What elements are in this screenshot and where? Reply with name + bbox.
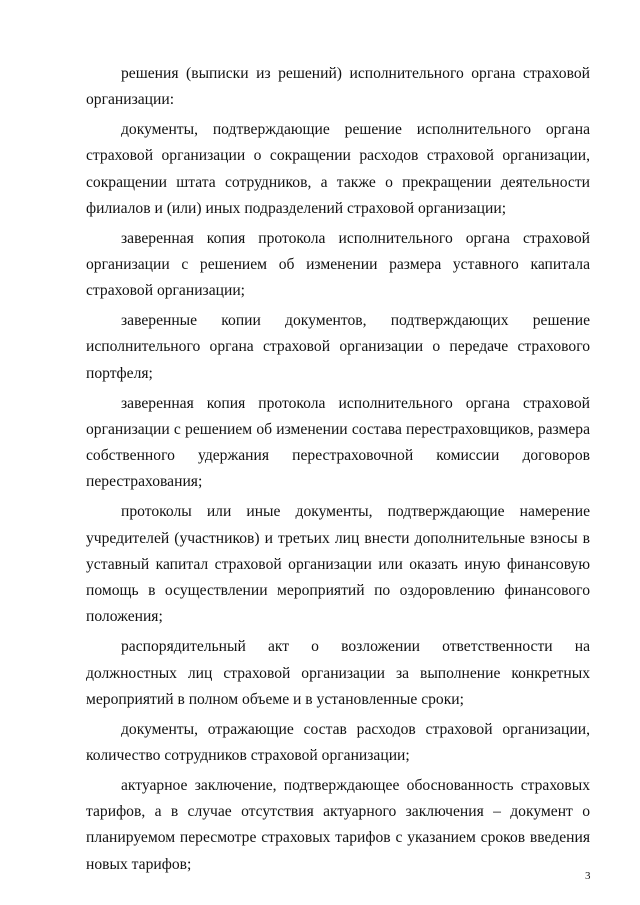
paragraph-7: распорядительный акт о возложении ответственности на должностных лиц страховой организации за выполнение конкретных мероприятий в полном объеме и в установленные сроки; xyxy=(86,638,590,708)
paragraph-6: протоколы или иные документы, подтверждающие намерение учредителей (участников) и третьих лиц внести дополнительные взносы в уставный капитал страховой организации или оказать иную финансовую помощь в осуществлении мероприятий по оздоровлению финансового положения; xyxy=(86,503,590,626)
paragraph-3: заверенная копия протокола исполнительного органа страховой организации с решением об изменении размера уставного капитала страховой организации; xyxy=(86,229,590,300)
paragraph-5: заверенная копия протокола исполнительного органа страховой организации с решением об изменении состава перестраховщиков, размера собственного удержания перестраховочной комиссии договоров перестрахования; xyxy=(86,394,590,491)
paragraph-9: актуарное заключение, подтверждающее обоснованность страховых тарифов, а в случае отсутствия актуарного заключения – документ о планируемом пересмотре страховых тарифов с указанием сроков введения новых тарифов; xyxy=(86,776,590,873)
paragraph-8: документы, отражающие состав расходов страховой организации, количество сотрудников страховой организации; xyxy=(86,720,590,764)
paragraph-1: решения (выписки из решений) исполнительного органа страховой организации: xyxy=(86,65,590,109)
document-body xyxy=(86,61,590,881)
paragraph-4: заверенные копии документов, подтверждающих решение исполнительного органа страховой организации о передаче страхового портфеля; xyxy=(86,312,590,382)
page-number: 3 xyxy=(585,870,591,882)
paragraph-2: документы, подтверждающие решение исполнительного органа страховой организации о сокращении расходов страховой организации, сокращении штата сотрудников, а также о прекращении деятельности филиалов и (или) иных подразделений страховой организации; xyxy=(86,121,590,217)
